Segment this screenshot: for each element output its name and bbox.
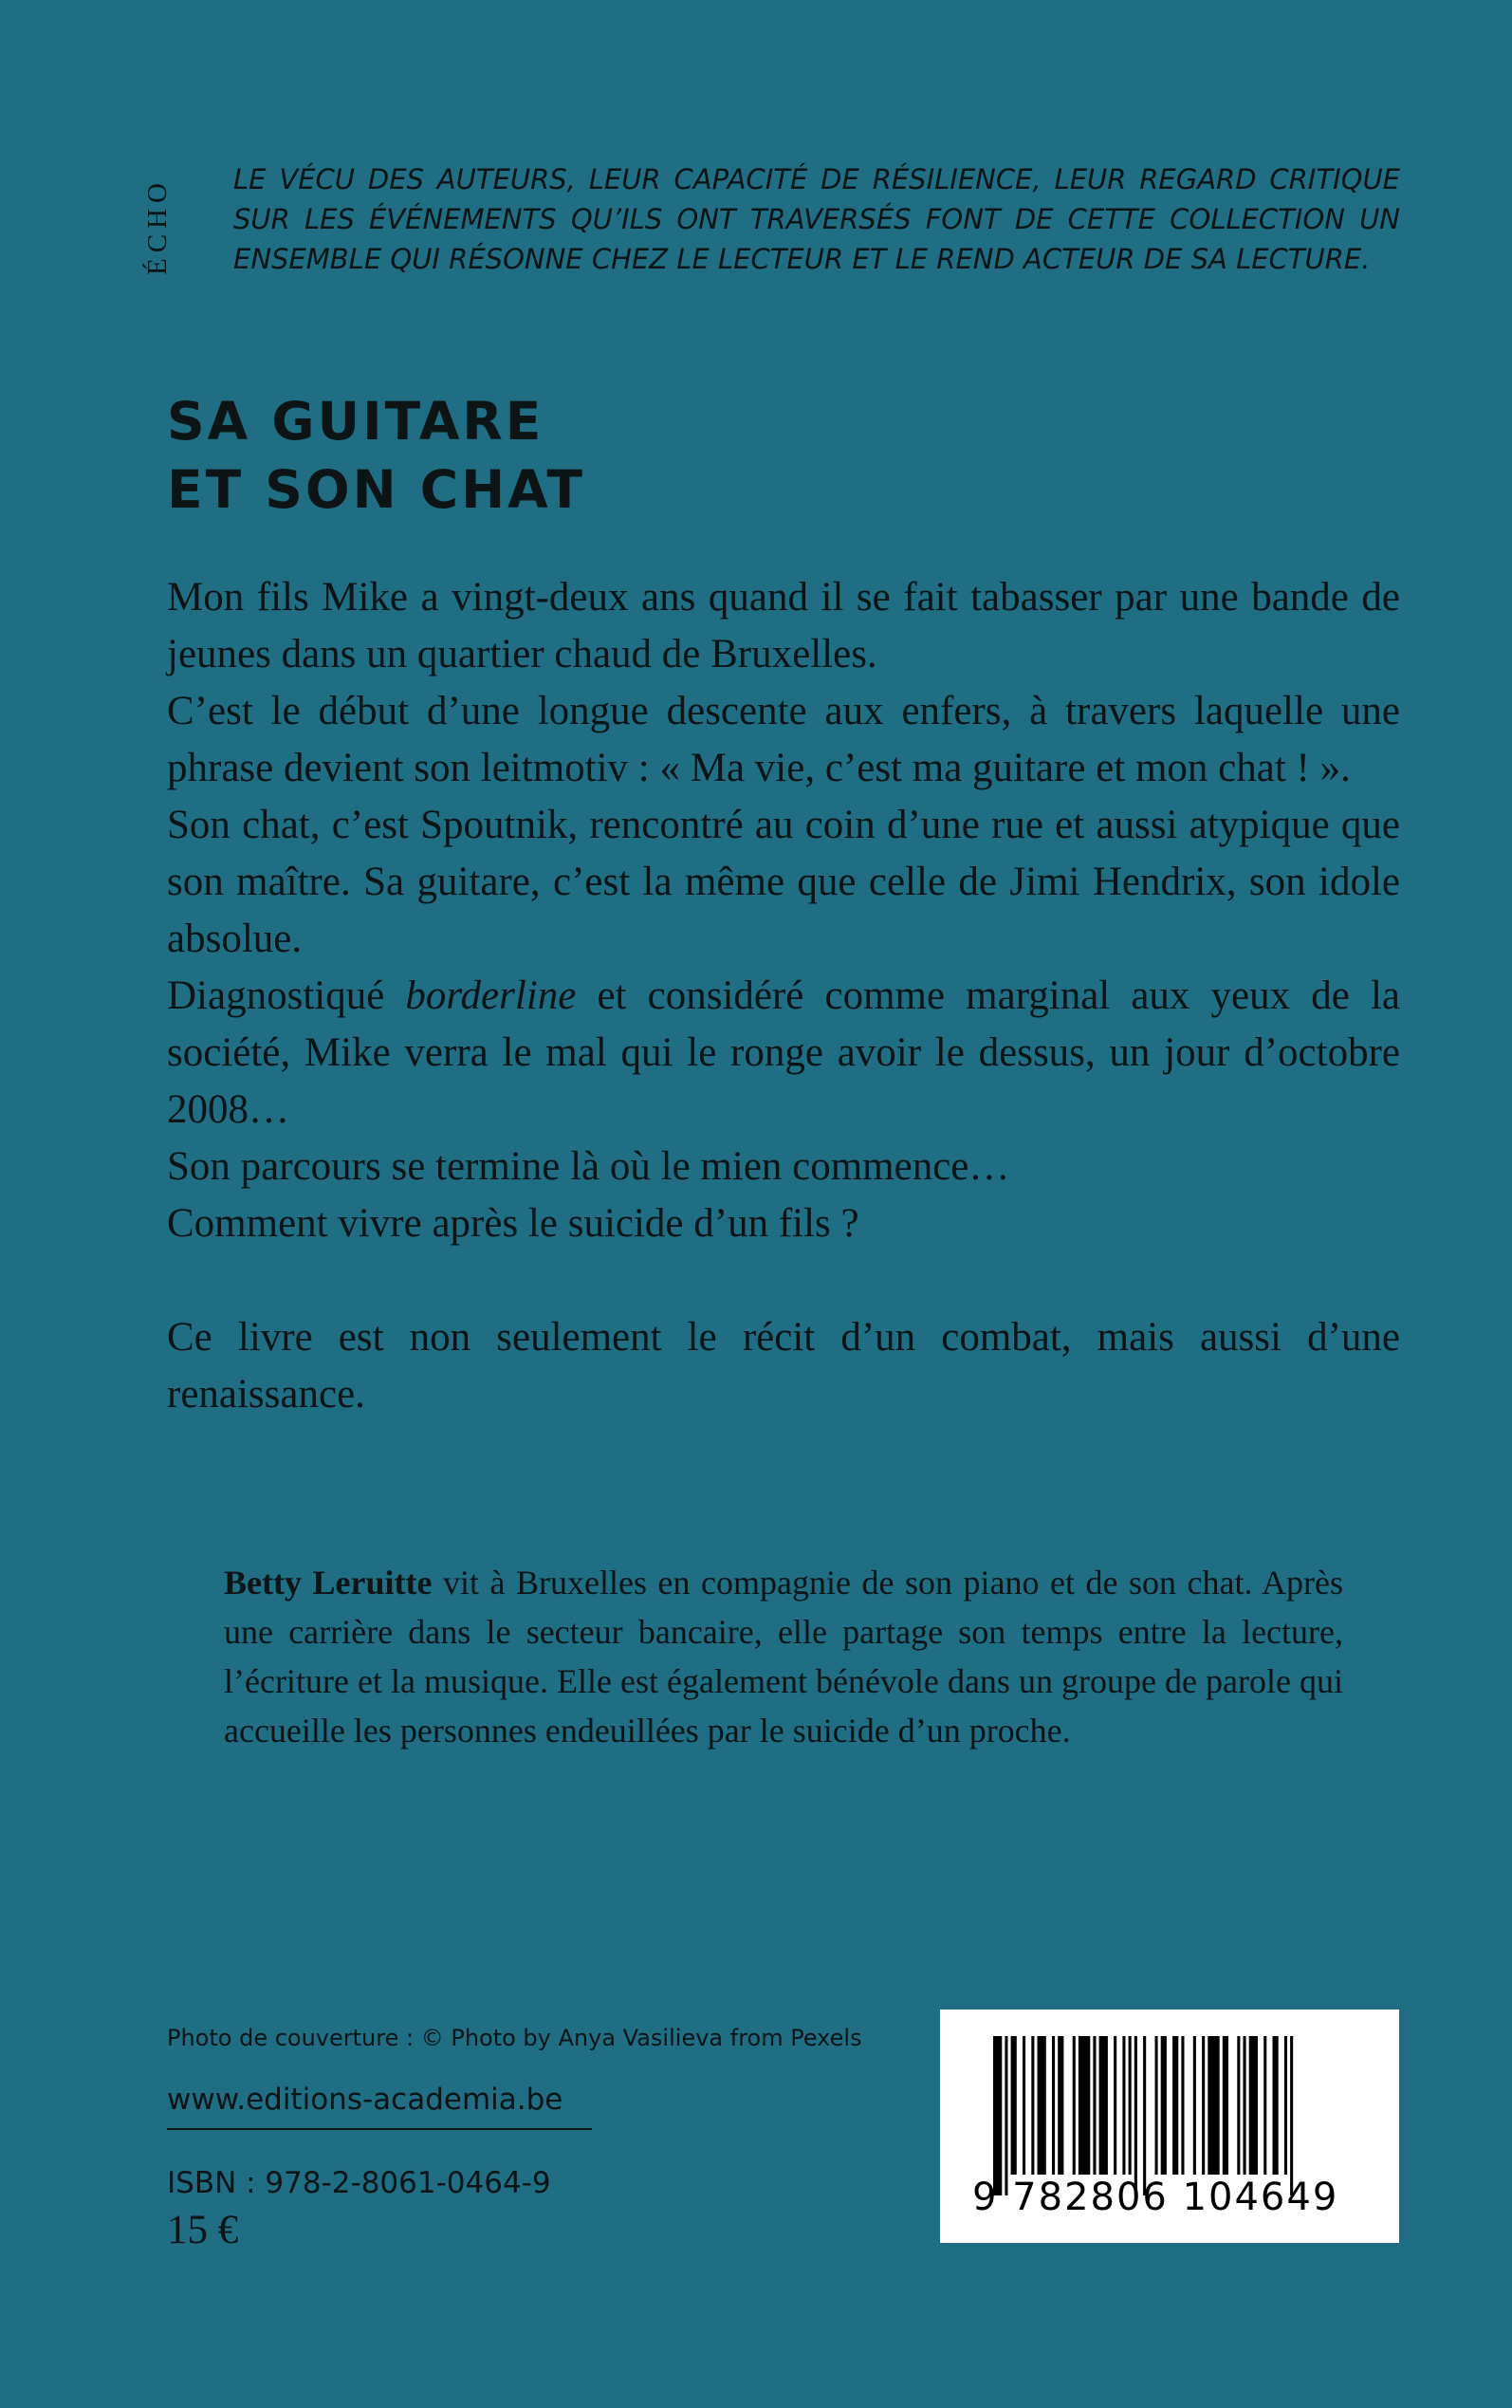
barcode-bar bbox=[1244, 2036, 1246, 2175]
barcode-bar bbox=[1284, 2036, 1287, 2175]
barcode-bar bbox=[1011, 2036, 1017, 2175]
barcode-bar bbox=[1093, 2036, 1096, 2175]
barcode-bar bbox=[1052, 2036, 1055, 2175]
collection-tagline: LE VÉCU DES AUTEURS, LEUR CAPACITÉ DE RÉSILIENCE, LEUR REGARD CRITIQUE SUR LES ÉVÉNEMENTS QU’ILS ONT TRAVERSÉS FONT DE CETTE COLLECTION UN ENSEMBLE QUI RÉSONNE CHEZ LE LECTEUR ET LE REND ACTEUR DE SA LECTURE. bbox=[233, 163, 1400, 275]
barcode-bar bbox=[1079, 2036, 1090, 2175]
barcode-bar bbox=[1193, 2036, 1196, 2175]
barcode-bar bbox=[1202, 2036, 1205, 2175]
book-title-line-1: SA GUITARE bbox=[167, 391, 544, 452]
blurb-paragraph-6: Comment vivre après le suicide d’un fils ? bbox=[167, 1201, 859, 1246]
barcode-bar bbox=[1129, 2036, 1132, 2175]
blurb-p4-italic: borderline bbox=[405, 973, 577, 1018]
blurb-p4-start: Diagnostiqué bbox=[167, 973, 406, 1018]
blurb-spacer bbox=[167, 1252, 1400, 1309]
barcode-bar bbox=[1134, 2036, 1137, 2195]
barcode-bar bbox=[1099, 2036, 1108, 2175]
blurb-paragraph-3: Son chat, c’est Spoutnik, rencontré au coin d’une rue et aussi atypique que son maître. Sa guitare, c’est la même que celle de Jimi Hendrix, son idole absolue. bbox=[167, 803, 1400, 961]
collection-name: ÉCHO bbox=[142, 177, 173, 275]
barcode-bar bbox=[1058, 2036, 1063, 2175]
barcode-bar bbox=[1273, 2036, 1279, 2175]
blurb-paragraph-7: Ce livre est non seulement le récit d’un combat, mais aussi d’une renaissance. bbox=[167, 1315, 1400, 1417]
publisher-website[interactable]: www.editions-academia.be bbox=[167, 2083, 592, 2130]
barcode-bar bbox=[1122, 2036, 1125, 2175]
book-title bbox=[167, 387, 585, 524]
barcode-bar bbox=[1038, 2036, 1046, 2175]
barcode-bar bbox=[1073, 2036, 1076, 2175]
barcode bbox=[940, 2010, 1399, 2243]
back-cover-blurb bbox=[167, 569, 1400, 1423]
barcode-bar bbox=[1172, 2036, 1178, 2175]
author-bio-text: vit à Bruxelles en compagnie de son piano et de son chat. Après une carrière dans le secteur bancaire, elle partage son temps entre la lecture, l’écriture et la musique. Elle est également bénévole dans un groupe de parole qui accueille les personnes endeuillées par le suicide d’un proche. bbox=[224, 1564, 1343, 1750]
price: 15 € bbox=[167, 2208, 239, 2252]
blurb-paragraph-5: Son parcours se termine là où le mien commence… bbox=[167, 1144, 1010, 1189]
blurb-p4-end: et considéré comme marginal aux yeux de la société, Mike verra le mal qui le ronge avoir le dessus, un jour d’octobre 2008… bbox=[167, 973, 1400, 1132]
barcode-bar bbox=[1249, 2036, 1258, 2175]
barcode-bar bbox=[1181, 2036, 1184, 2175]
barcode-bar bbox=[1237, 2036, 1240, 2175]
barcode-bar bbox=[1143, 2036, 1146, 2195]
barcode-bar bbox=[993, 2036, 1002, 2195]
book-title-line-2: ET SON CHAT bbox=[167, 459, 585, 520]
blurb-paragraph-2: C’est le début d’une longue descente aux enfers, à travers laquelle une phrase devient son leitmotiv : « Ma vie, c’est ma guitare et mon chat ! ». bbox=[167, 689, 1400, 790]
blurb-paragraph-4 bbox=[167, 968, 1400, 1139]
barcode-bar bbox=[1223, 2036, 1228, 2175]
barcode-bar bbox=[1263, 2036, 1266, 2175]
author-name: Betty Leruitte bbox=[224, 1564, 433, 1602]
author-bio bbox=[224, 1558, 1343, 1755]
barcode-bar bbox=[1208, 2036, 1219, 2175]
barcode-bar bbox=[1005, 2036, 1007, 2195]
barcode-bar bbox=[1290, 2036, 1293, 2195]
isbn: ISBN : 978-2-8061-0464-9 bbox=[167, 2166, 551, 2200]
blurb-paragraph-1: Mon fils Mike a vingt-deux ans quand il se fait tabasser par une bande de jeunes dans un quartier chaud de Bruxelles. bbox=[167, 575, 1400, 676]
barcode-bar bbox=[1155, 2036, 1158, 2175]
photo-credit: Photo de couverture : © Photo by Anya Vasilieva from Pexels bbox=[167, 2025, 862, 2051]
barcode-bar bbox=[1031, 2036, 1034, 2175]
barcode-bar bbox=[1023, 2036, 1025, 2175]
barcode-bar bbox=[1114, 2036, 1116, 2175]
barcode-digits: 9 782806 104649 bbox=[972, 2176, 1339, 2219]
barcode-bar bbox=[1161, 2036, 1167, 2175]
